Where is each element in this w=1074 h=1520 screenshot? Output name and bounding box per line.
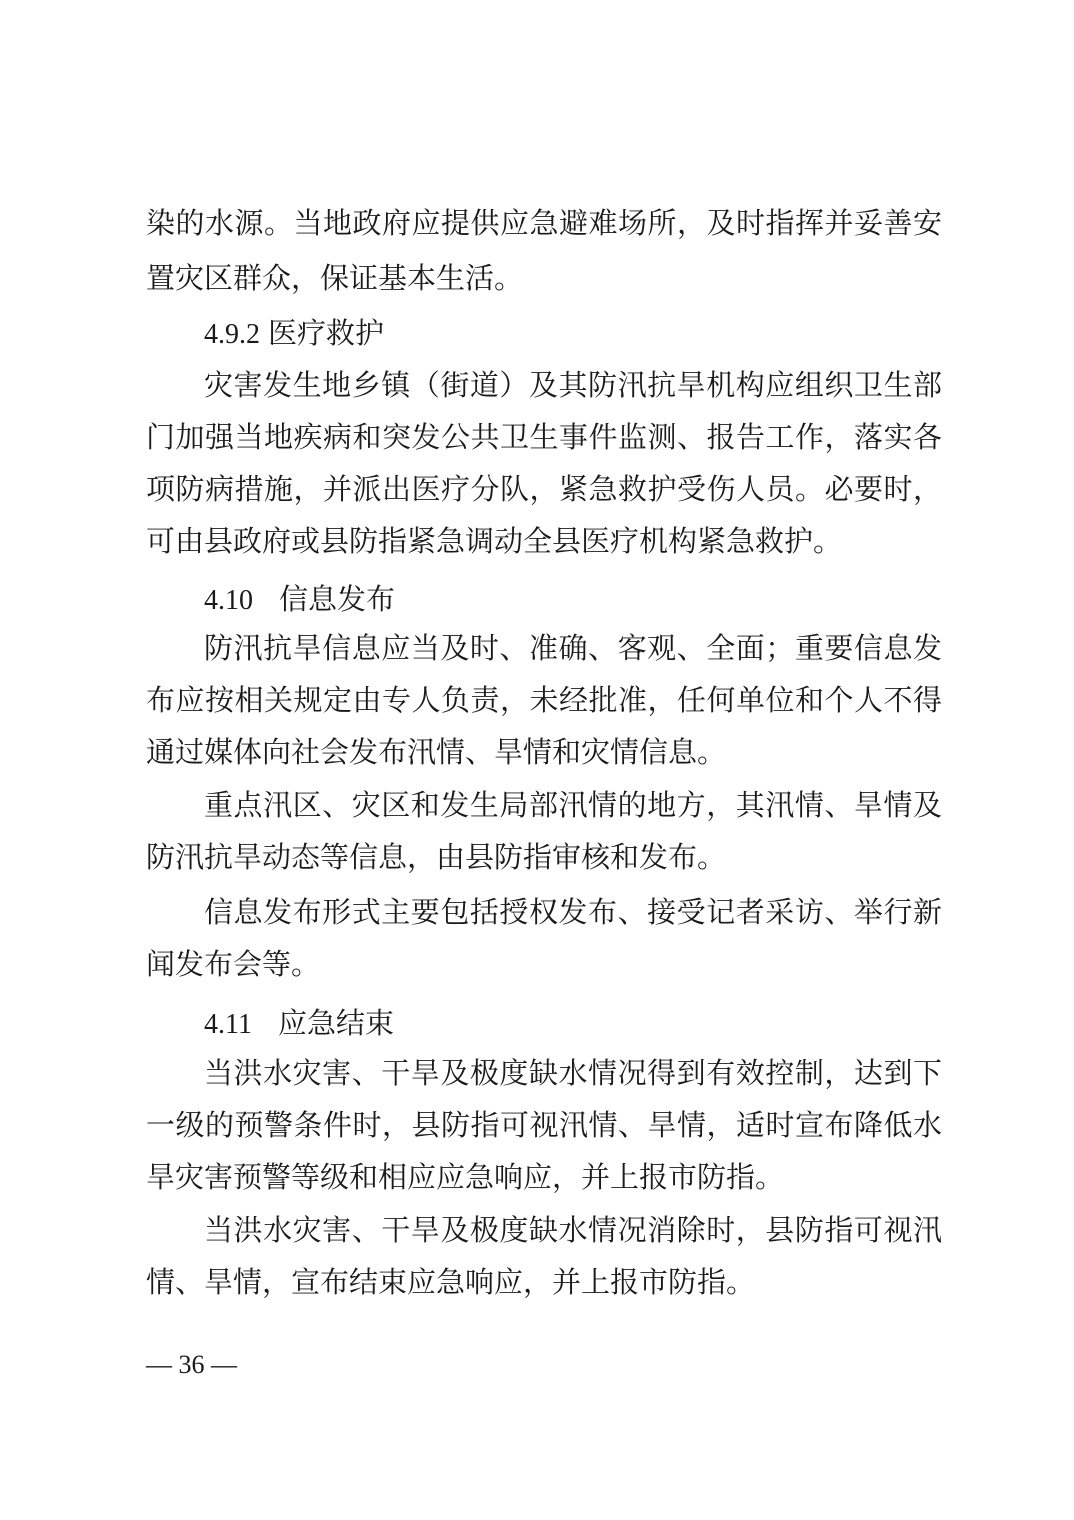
text-line: 通过媒体向社会发布汛情、旱情和灾情信息。 bbox=[146, 735, 727, 769]
text-line: 防汛抗旱动态等信息，由县防指审核和发布。 bbox=[146, 840, 727, 874]
text-line: 可由县政府或县防指紧急调动全县医疗机构紧急救护。 bbox=[146, 524, 843, 558]
text-line: 门加强当地疾病和突发公共卫生事件监测、报告工作，落实各 bbox=[146, 420, 942, 454]
section-title: 医疗救护 bbox=[268, 316, 385, 350]
text-line: 染的水源。当地政府应提供应急避难场所，及时指挥并妥善安 bbox=[146, 206, 942, 240]
text-line: 灾害发生地乡镇（街道）及其防汛抗旱机构应组织卫生部 bbox=[204, 368, 942, 402]
section-title: 信息发布 bbox=[279, 582, 396, 616]
text-line: 项防病措施，并派出医疗分队，紧急救护受伤人员。必要时， bbox=[146, 472, 942, 506]
text-line: 旱灾害预警等级和相应应急响应，并上报市防指。 bbox=[146, 1160, 785, 1194]
section-number: 4.9.2 bbox=[204, 319, 260, 350]
section-heading-4-9-2 bbox=[204, 311, 384, 355]
section-heading-4-11 bbox=[204, 1001, 394, 1045]
text-line: 信息发布形式主要包括授权发布、接受记者采访、举行新 bbox=[204, 895, 942, 929]
text-line: 一级的预警条件时，县防指可视汛情、旱情，适时宣布降低水 bbox=[146, 1108, 942, 1142]
text-line: 防汛抗旱信息应当及时、准确、客观、全面；重要信息发 bbox=[204, 631, 942, 665]
page-number: — 36 — bbox=[146, 1350, 237, 1379]
section-title: 应急结束 bbox=[277, 1006, 394, 1040]
text-line: 闻发布会等。 bbox=[146, 947, 321, 981]
text-line: 重点汛区、灾区和发生局部汛情的地方，其汛情、旱情及 bbox=[204, 788, 942, 822]
text-line: 置灾区群众，保证基本生活。 bbox=[146, 261, 524, 295]
text-line: 布应按相关规定由专人负责，未经批准，任何单位和个人不得 bbox=[146, 683, 942, 717]
text-line: 当洪水灾害、干旱及极度缺水情况消除时，县防指可视汛 bbox=[204, 1213, 942, 1247]
section-number: 4.11 bbox=[204, 1009, 252, 1040]
section-number: 4.10 bbox=[204, 585, 253, 616]
section-heading-4-10 bbox=[204, 577, 395, 621]
text-line: 当洪水灾害、干旱及极度缺水情况得到有效控制，达到下 bbox=[204, 1056, 942, 1090]
text-line: 情、旱情，宣布结束应急响应，并上报市防指。 bbox=[146, 1265, 756, 1299]
